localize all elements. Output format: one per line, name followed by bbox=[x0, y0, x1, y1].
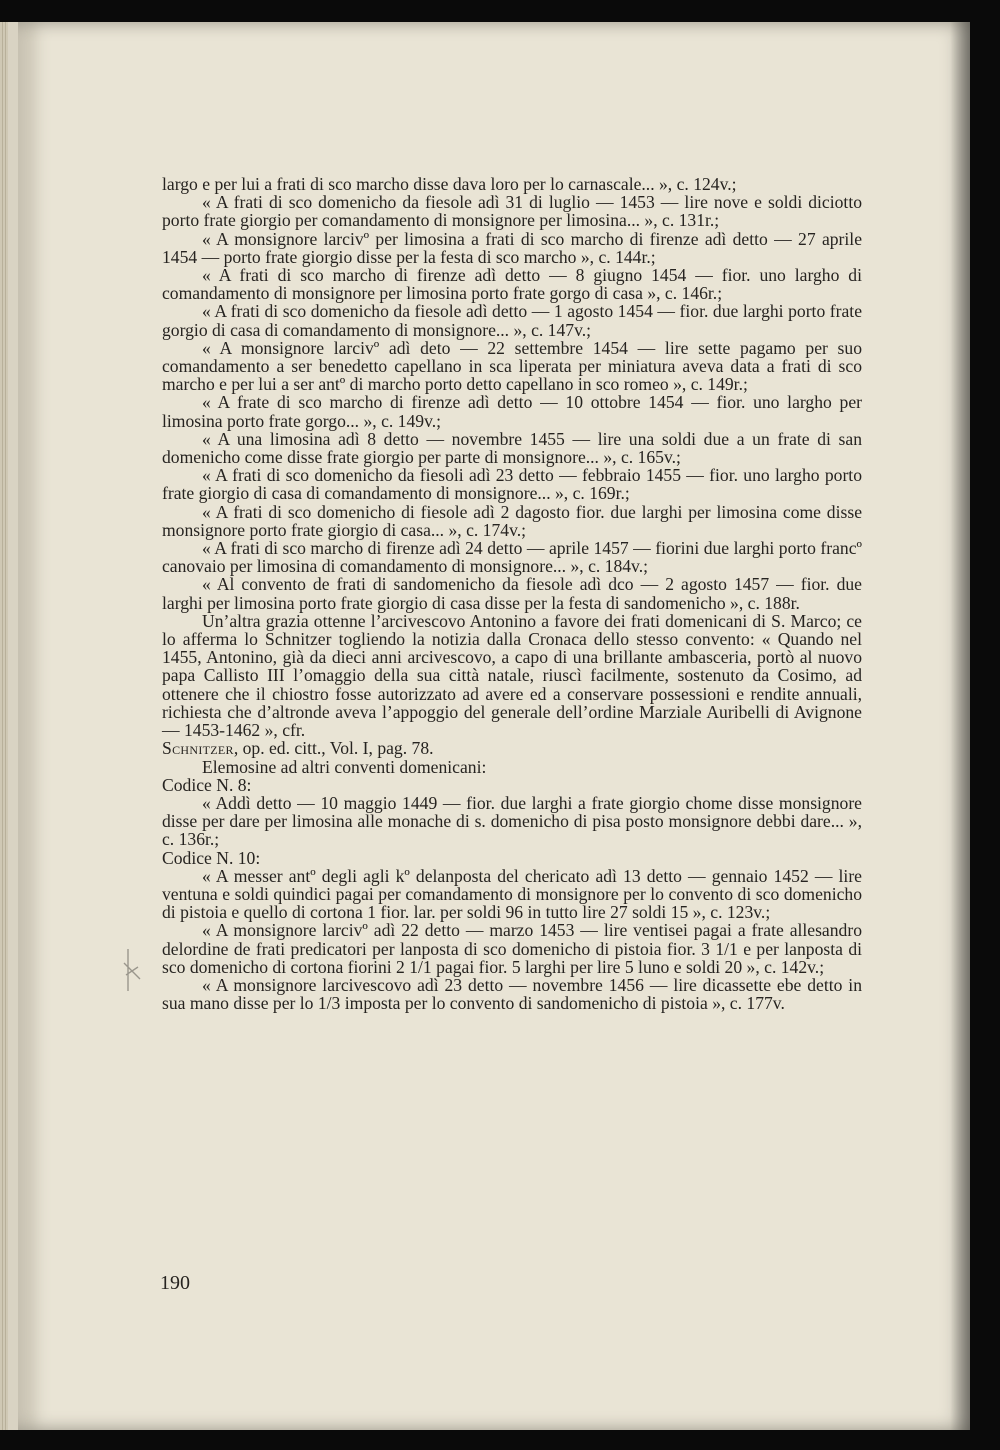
quote-entry: « A messer antº degli agli kº delanposta del chericato adì 13 detto — gennaio 1452 — lire ventuna e soldi quindici pagai per comandamento di monsignore per lo convento di sco domenicho di pistoia e quello di cortona 1 fior. lar. per soldi 96 in tutto lire 27 soldi 15 », c. 123v.; bbox=[162, 865, 862, 923]
quote-entry: « A monsignore larcivº adì deto — 22 settembre 1454 — lire sette pagamo per suo comandamento a ser benedetto capellano in sca liperata per miniatura aveva data a frati di sco marcho e per lui a ser antº di marcho porto detto capellano in sco romeo », c. 149r.; bbox=[162, 337, 862, 395]
quote-entry: « A monsignore larcivº per limosina a frati di sco marcho di firenze adì detto — 27 aprile 1454 — porto frate giorgio disse per la festa di sco marcho », c. 144r.; bbox=[162, 228, 862, 267]
page-gutter-shadow bbox=[950, 22, 970, 1430]
margin-pencil-mark bbox=[122, 945, 144, 995]
quote-entry: « A frati di sco domenicho di fiesole adì 2 dagosto fior. due larghi per limosina come disse monsignore porto frate giorgio di casa... », c. 174v.; bbox=[162, 501, 862, 540]
codex-heading: Codice N. 8: bbox=[162, 774, 252, 795]
quote-entry: « A frati di sco marcho di firenze adì detto — 8 giugno 1454 — fior. uno largho di comandamento di monsignore per limosina porto frate gorgo di casa », c. 146r.; bbox=[162, 265, 862, 304]
citation-text: , op. ed. citt., Vol. I, pag. 78. bbox=[233, 738, 434, 759]
quote-entry: « A frati di sco marcho di firenze adì 24 detto — aprile 1457 — fiorini due larghi porto francº canovaio per limosina di comandamento di monsignore... », c. 184v.; bbox=[162, 538, 862, 577]
paragraph-continued: largo e per lui a frati di sco marcho disse dava loro per lo carnascale... », c. 124v.; bbox=[162, 174, 737, 194]
page-number: 190 bbox=[160, 1272, 190, 1294]
quote-entry: « Al convento de frati di sandomenicho da fiesole adì dco — 2 agosto 1457 — fior. due larghi per limosina porto frate giorgio di casa disse per la festa di sandomenicho », c. 188r. bbox=[162, 574, 862, 613]
page-body-text bbox=[162, 175, 862, 1012]
quote-entry: « A una limosina adì 8 detto — novembre 1455 — lire una soldi due a un frate di san domenicho come disse frate giorgio per parte di monsignore... », c. 165v.; bbox=[162, 428, 862, 468]
codex-heading: Codice N. 10: bbox=[162, 847, 261, 868]
citation-author: Schnitzer bbox=[162, 738, 234, 759]
body-paragraph: Elemosine ad altri conventi domenicani: bbox=[202, 756, 487, 777]
body-paragraph: Un’altra grazia ottenne l’arcivescovo Antonino a favore dei frati domenicani di S. Marco; ce lo afferma lo Schnitzer togliendo la notizia dalla Cronaca dello stesso convento: « Quando nel 1455, Antonino, già da dieci anni arcivescovo, a capo di una brillante ambasceria, portò al nuovo papa Callisto III l’omaggio della sua città natale, riuscì facilmente, sostenuto da Cosimo, ad ottenere che il chiostro fosse autorizzato ad avere ed a conservare possessioni e rendite annuali, richiesta che d’altronde aveva l’appoggio del generale dell’ordine Marziale Auribelli di Avignone — 1453-1462 », cfr. bbox=[162, 610, 862, 741]
quote-entry: « A monsignore larcivº adì 22 detto — marzo 1453 — lire ventisei pagai a frate allesandro delordine de frati predicatori per lanposta di sco domenicho di pistoia fior. 3 1/1 e per lanposta di sco domenicho di cortona fiorini 2 1/1 pagai fior. 5 larghi per lire 5 luno e soldi 20 », c. 142v.; bbox=[162, 920, 862, 977]
quote-entry: « A frati di sco domenicho da fiesoli adì 23 detto — febbraio 1455 — fior. uno largho porto frate giorgio di casa di comandamento di monsignore... », c. 169r.; bbox=[162, 465, 862, 504]
quote-entry: « A monsignore larcivescovo adì 23 detto — novembre 1456 — lire dicassette ebe detto in sua mano disse per lo 1/3 imposta per lo convento di sandomenicho di pistoia », c. 177v. bbox=[162, 974, 862, 1014]
citation-line bbox=[162, 739, 862, 757]
quote-entry: « A frati di sco domenicho da fiesole adì detto — 1 agosto 1454 — fior. due larghi porto frate gorgio di casa di comandamento di monsignore... », c. 147v.; bbox=[162, 301, 862, 340]
quote-entry: « A frati di sco domenicho da fiesole adì 31 di luglio — 1453 — lire nove e soldi diciotto porto frate giorgio per comandamento di monsignore per limosina... », c. 131r.; bbox=[162, 192, 862, 231]
quote-entry: « Addì detto — 10 maggio 1449 — fior. due larghi a frate giorgio chome disse monsignore disse per dare per limosina alle monache di s. domenicho di pisa posto monsignore debbi dare... », c. 136r.; bbox=[162, 792, 862, 850]
quote-entry: « A frate di sco marcho di firenze adì detto — 10 ottobre 1454 — fior. uno largho per limosina porto frate gorgo... », c. 149v.; bbox=[162, 392, 862, 431]
